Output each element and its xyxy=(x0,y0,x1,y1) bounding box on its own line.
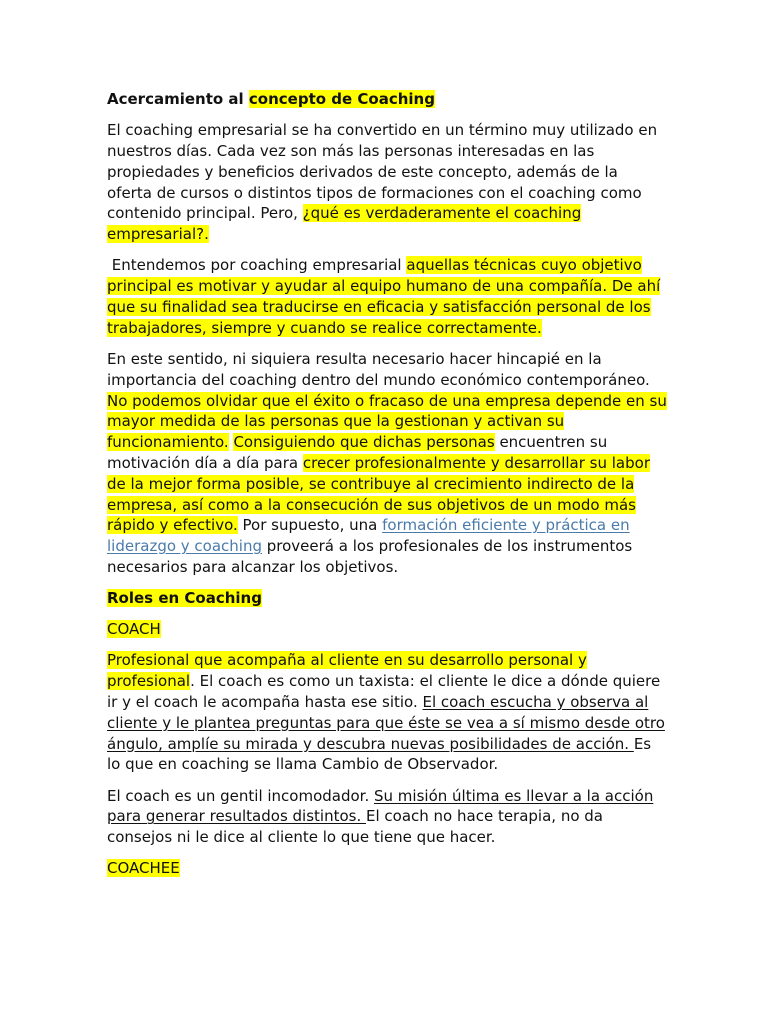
coach-role-underline: El coach escucha y observa al cliente y le plantea preguntas para que éste se vea a sí mismo desde otro ángulo, amplíe su mirada y descubra nuevas posibilidades de acción. xyxy=(107,693,665,753)
title-text: Acercamiento al xyxy=(107,90,249,108)
importance-text-3: encuentren su motivación día a día para xyxy=(107,433,608,472)
paragraph-intro xyxy=(107,120,667,245)
title-highlight: concepto de Coaching xyxy=(248,90,435,108)
definition-text: Entendemos por coaching empresarial xyxy=(107,256,407,275)
coachee-heading xyxy=(107,858,667,879)
importance-highlight-2: Consiguiendo que dichas personas xyxy=(233,433,495,452)
definition-highlight: aquellas técnicas cuyo objetivo principal es motivar y ayudar al equipo humano de una compañía. De ahí que su finalidad sea traducirse en eficacia y satisfacción personal de los trabajadores, siempre y cuando se realice correctamente. xyxy=(107,256,661,337)
roles-heading-text: Roles en Coaching xyxy=(107,589,262,608)
importance-text-5: proveerá a los profesionales de los instrumentos necesarios para alcanzar los objetivos. xyxy=(107,537,633,576)
paragraph-definition xyxy=(107,255,667,338)
section-title xyxy=(107,89,667,110)
importance-highlight-1: No podemos olvidar que el éxito o fracaso de una empresa depende en su mayor medida de las personas que la gestionan y activan su funcionamiento. xyxy=(107,391,667,452)
paragraph-importance xyxy=(107,349,667,578)
importance-highlight-3: crecer profesionalmente y desarrollar su labor de la mejor forma posible, se contribuye al crecimiento indirecto de la empresa, así como a la consecución de sus objetivos de un modo más rápido y efectivo. xyxy=(107,453,650,535)
coach-heading-text: COACH xyxy=(107,620,161,639)
coachee-heading-text: COACHEE xyxy=(107,859,180,878)
coach-mission-underline: Su misión última es llevar a la acción para generar resultados distintos. xyxy=(107,786,654,826)
coach-role-text-2: Es lo que en coaching se llama Cambio de Observador. xyxy=(107,734,652,774)
intro-highlight: ¿qué es verdaderamente el coaching empresarial?. xyxy=(107,204,582,244)
coach-mission-text-2: El coach no hace terapia, no da consejos ni le dice al cliente lo que tiene que hacer. xyxy=(107,807,603,847)
coach-role-text-1: . El coach es como un taxista: el cliente le dice a dónde quiere ir y el coach le acompaña hasta ese sitio. xyxy=(107,672,661,712)
paragraph-coach-role xyxy=(107,650,667,775)
intro-text: El coaching empresarial se ha convertido en un término muy utilizado en nuestros días. Cada vez son más las personas interesadas en las propiedades y beneficios derivados de este concepto, además de la oferta de cursos o distintos tipos de formaciones con el coaching como contenido principal. Pero, xyxy=(107,121,658,223)
training-link[interactable]: formación eficiente y práctica en liderazgo y coaching xyxy=(107,516,630,556)
importance-text-4: Por supuesto, una xyxy=(237,516,383,535)
importance-text-1: En este sentido, ni siquiera resulta necesario hacer hincapié en la importancia del coaching dentro del mundo económico contemporáneo. xyxy=(107,349,650,389)
coach-role-highlight: Profesional que acompaña al cliente en su desarrollo personal y profesional xyxy=(107,651,587,691)
document-body xyxy=(107,89,667,890)
coach-heading xyxy=(107,619,667,640)
roles-heading xyxy=(107,588,667,609)
coach-mission-text-1: El coach es un gentil incomodador. xyxy=(107,786,375,805)
paragraph-coach-mission xyxy=(107,786,667,848)
